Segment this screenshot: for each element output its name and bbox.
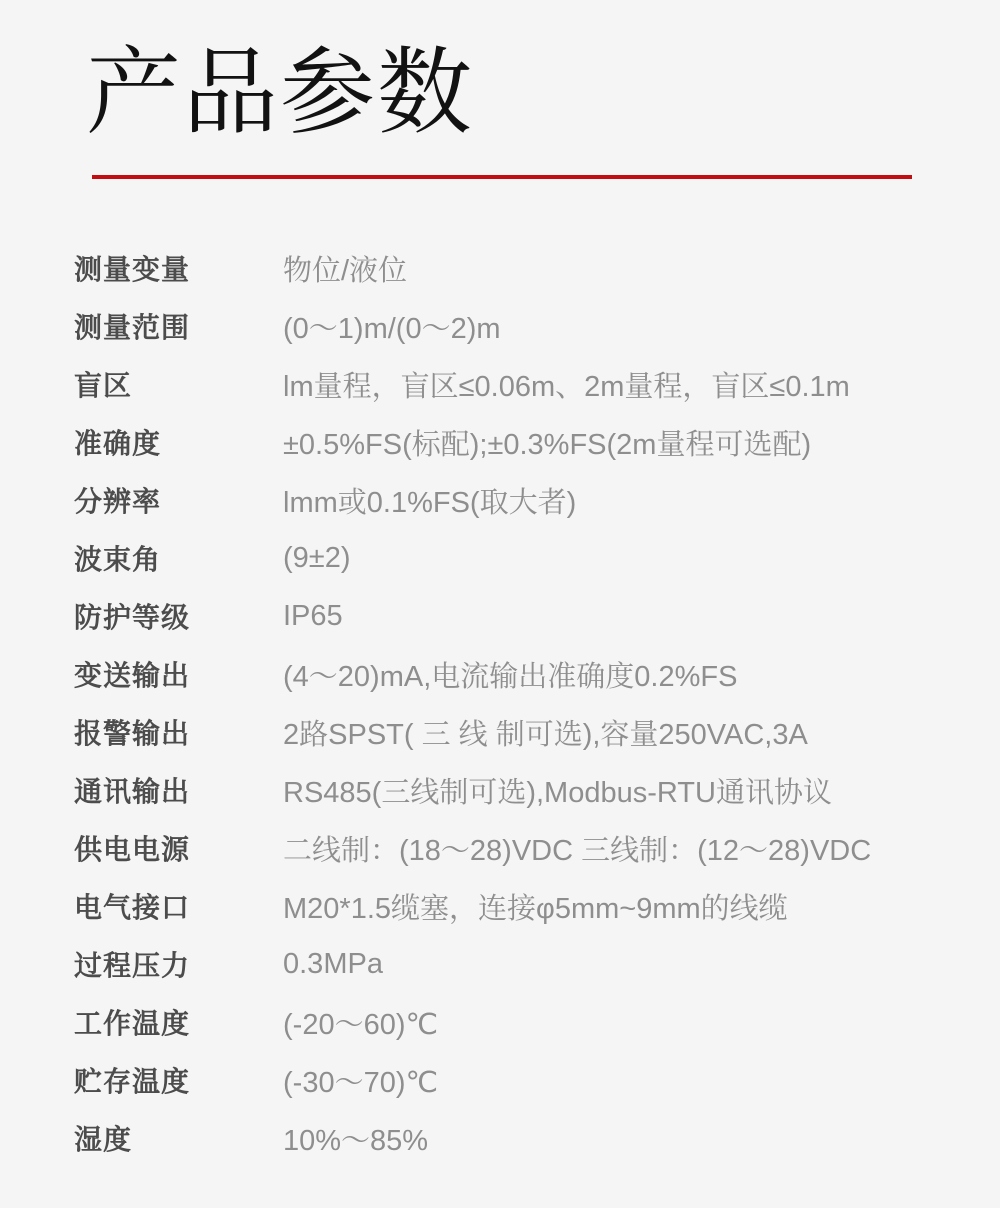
- spec-value: RS485(三线制可选),Modbus-RTU通讯协议: [283, 776, 832, 809]
- spec-label: 测量变量: [74, 254, 191, 285]
- spec-value: M20*1.5缆塞，连接φ5mm~9mm的线缆: [283, 892, 788, 925]
- spec-row: [74, 703, 974, 761]
- spec-label: 电气接口: [74, 892, 191, 923]
- spec-row: [74, 297, 974, 355]
- spec-value: IP65: [283, 599, 343, 632]
- spec-value: (4～20)mA,电流输出准确度0.2%FS: [283, 660, 738, 693]
- spec-value: 0.3MPa: [283, 947, 383, 980]
- spec-label: 过程压力: [74, 950, 191, 981]
- spec-value: 2路SPST( 三 线 制可选),容量250VAC,3A: [283, 718, 808, 751]
- title-divider-rule: [92, 175, 912, 179]
- spec-row: [74, 471, 974, 529]
- spec-row: [74, 1051, 974, 1109]
- spec-value: lm量程，盲区≤0.06m、2m量程，盲区≤0.1m: [283, 370, 850, 403]
- spec-row: [74, 413, 974, 471]
- spec-label: 贮存温度: [74, 1066, 191, 1097]
- spec-label: 报警输出: [74, 718, 191, 749]
- spec-label: 供电电源: [74, 834, 191, 865]
- spec-label: 准确度: [74, 428, 162, 459]
- spec-label: 通讯输出: [74, 776, 191, 807]
- spec-value: ±0.5%FS(标配);±0.3%FS(2m量程可选配): [283, 428, 812, 461]
- spec-row: [74, 819, 974, 877]
- spec-value: (-30～70)℃: [283, 1066, 439, 1099]
- spec-row: [74, 993, 974, 1051]
- spec-value: 物位/液位: [283, 254, 408, 287]
- spec-row: [74, 1109, 974, 1167]
- spec-row: [74, 877, 974, 935]
- spec-label: 变送输出: [74, 660, 191, 691]
- spec-value: (0～1)m/(0～2)m: [283, 312, 501, 345]
- spec-label: 工作温度: [74, 1008, 191, 1039]
- spec-row: [74, 761, 974, 819]
- spec-label: 盲区: [74, 370, 133, 401]
- spec-table: [74, 239, 974, 1167]
- spec-row: [74, 239, 974, 297]
- spec-row: [74, 355, 974, 413]
- spec-row: [74, 645, 974, 703]
- spec-row: [74, 935, 974, 993]
- spec-value: (9±2): [283, 541, 351, 574]
- spec-label: 波束角: [74, 544, 162, 575]
- spec-row: [74, 587, 974, 645]
- spec-row: [74, 529, 974, 587]
- page-title: 产品参数: [86, 40, 475, 146]
- spec-value: 10%～85%: [283, 1124, 429, 1157]
- spec-label: 分辨率: [74, 486, 162, 517]
- spec-label: 湿度: [74, 1124, 133, 1155]
- spec-value: lmm或0.1%FS(取大者): [283, 486, 577, 519]
- spec-value: (-20～60)℃: [283, 1008, 439, 1041]
- spec-label: 防护等级: [74, 602, 191, 633]
- spec-value: 二线制：(18～28)VDC 三线制：(12～28)VDC: [283, 834, 872, 867]
- spec-label: 测量范围: [74, 312, 191, 343]
